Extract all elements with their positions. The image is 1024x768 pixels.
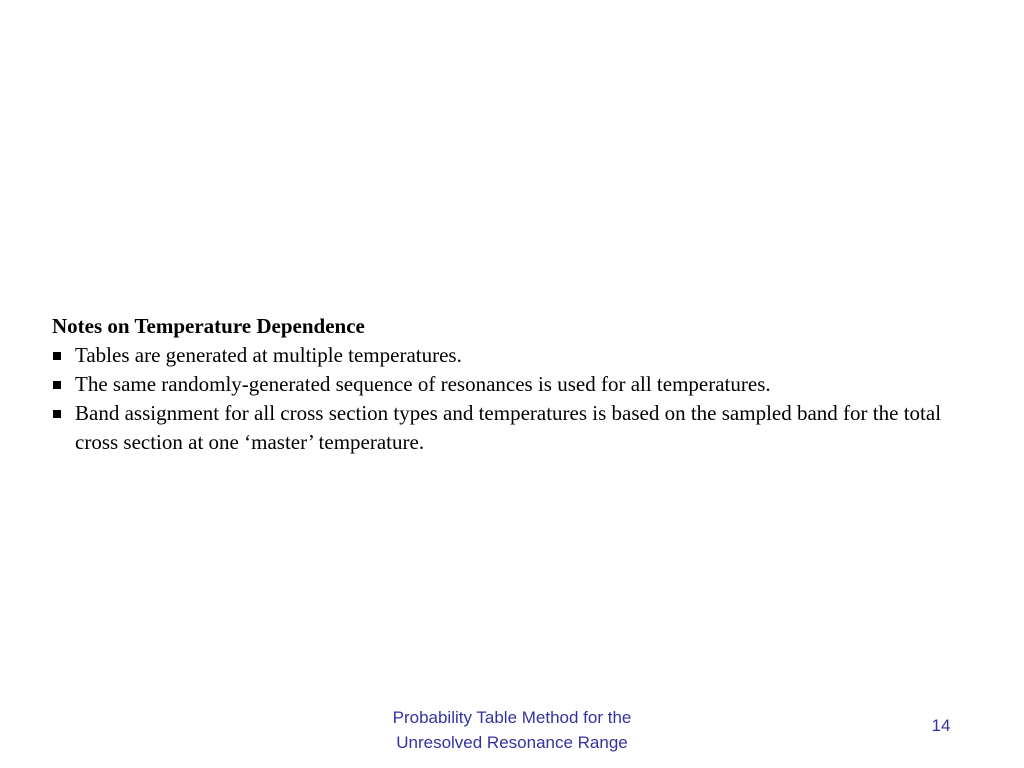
bullet-text: Band assignment for all cross section types and temperatures is based on the sampled band for the total cross section at one ‘master’ temperature. (75, 401, 942, 454)
square-bullet-icon (53, 381, 61, 389)
page-number: 14 (931, 716, 951, 735)
bullet-item (52, 370, 972, 399)
footer-title-line-2: Unresolved Resonance Range (396, 733, 628, 752)
footer-title (312, 705, 712, 755)
slide-heading: Notes on Temperature Dependence (52, 314, 365, 338)
square-bullet-icon (53, 352, 61, 360)
bullet-item (52, 341, 972, 370)
slide-content (52, 312, 972, 457)
bullet-text: The same randomly-generated sequence of resonances is used for all temperatures. (75, 372, 771, 396)
square-bullet-icon (53, 410, 61, 418)
bullet-text: Tables are generated at multiple temperatures. (75, 343, 462, 367)
bullet-item (52, 399, 972, 457)
footer-title-line-1: Probability Table Method for the (392, 708, 632, 727)
bullet-list (52, 341, 972, 457)
